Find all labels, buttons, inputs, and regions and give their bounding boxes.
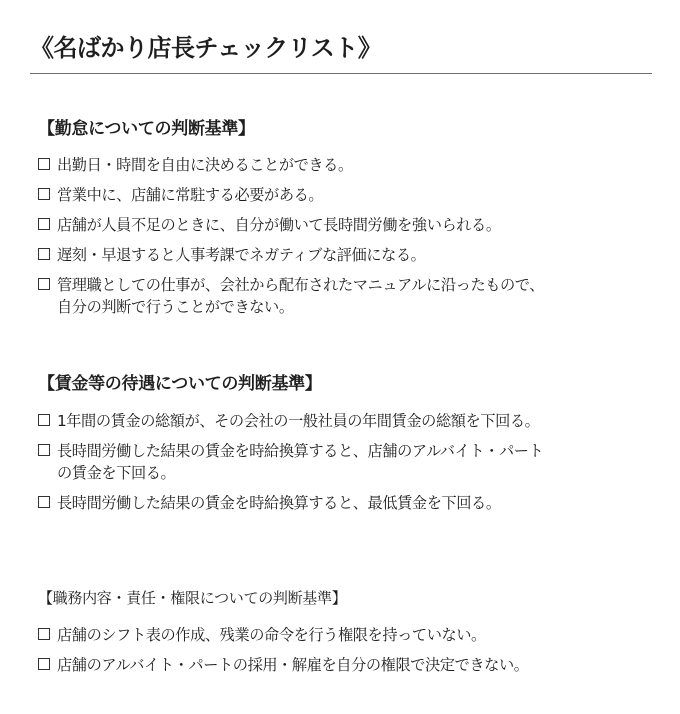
checklist <box>38 624 668 676</box>
item-text-continued: の賃金を下回る。 <box>57 464 176 482</box>
title-divider <box>30 73 652 74</box>
checklist-item <box>38 410 668 432</box>
checklist-item <box>38 654 668 676</box>
section-heading: 【勤怠についての判断基準】 <box>38 119 255 139</box>
checkbox[interactable] <box>38 218 50 230</box>
checkbox[interactable] <box>38 658 50 670</box>
checkbox[interactable] <box>38 158 50 170</box>
page-title: 《名ばかり店長チェックリスト》 <box>30 34 382 62</box>
item-text: 管理職としての仕事が、会社から配布されたマニュアルに沿ったもので、 <box>57 276 545 294</box>
checklist-item <box>38 440 668 484</box>
checklist-item <box>38 492 668 514</box>
item-text: 店舗のアルバイト・パートの採用・解雇を自分の権限で決定できない。 <box>57 656 529 674</box>
checklist-item <box>38 214 668 236</box>
checkbox[interactable] <box>38 248 50 260</box>
item-text: 営業中に、店舗に常駐する必要がある。 <box>57 186 324 204</box>
section-wages <box>38 372 668 522</box>
item-text: 店舗のシフト表の作成、残業の命令を行う権限を持っていない。 <box>57 626 486 644</box>
item-text: 店舗が人員不足のときに、自分が働いて長時間労働を強いられる。 <box>57 216 501 234</box>
checklist <box>38 410 668 514</box>
checklist-item <box>38 154 668 176</box>
item-text: 遅刻・早退すると人事考課でネガティブな評価になる。 <box>57 246 426 264</box>
section-attendance <box>38 117 668 326</box>
item-text: 出勤日・時間を自由に決めることができる。 <box>57 156 353 174</box>
item-text: 長時間労働した結果の賃金を時給換算すると、最低賃金を下回る。 <box>57 494 501 512</box>
section-duties <box>38 587 668 684</box>
checkbox[interactable] <box>38 414 50 426</box>
checklist <box>38 154 668 318</box>
checkbox[interactable] <box>38 444 50 456</box>
checklist-item <box>38 244 668 266</box>
checklist-item <box>38 624 668 646</box>
section-heading: 【職務内容・責任・権限についての判断基準】 <box>38 589 347 607</box>
checkbox[interactable] <box>38 188 50 200</box>
section-heading: 【賃金等の待遇についての判断基準】 <box>38 374 322 394</box>
item-text: 1年間の賃金の総額が、その会社の一般社員の年間賃金の総額を下回る。 <box>57 412 540 430</box>
checkbox[interactable] <box>38 628 50 640</box>
checklist-item <box>38 274 668 318</box>
checklist-item <box>38 184 668 206</box>
item-text-continued: 自分の判断で行うことができない。 <box>57 298 294 316</box>
checkbox[interactable] <box>38 278 50 290</box>
checkbox[interactable] <box>38 496 50 508</box>
item-text: 長時間労働した結果の賃金を時給換算すると、店舗のアルバイト・パート <box>57 442 544 460</box>
